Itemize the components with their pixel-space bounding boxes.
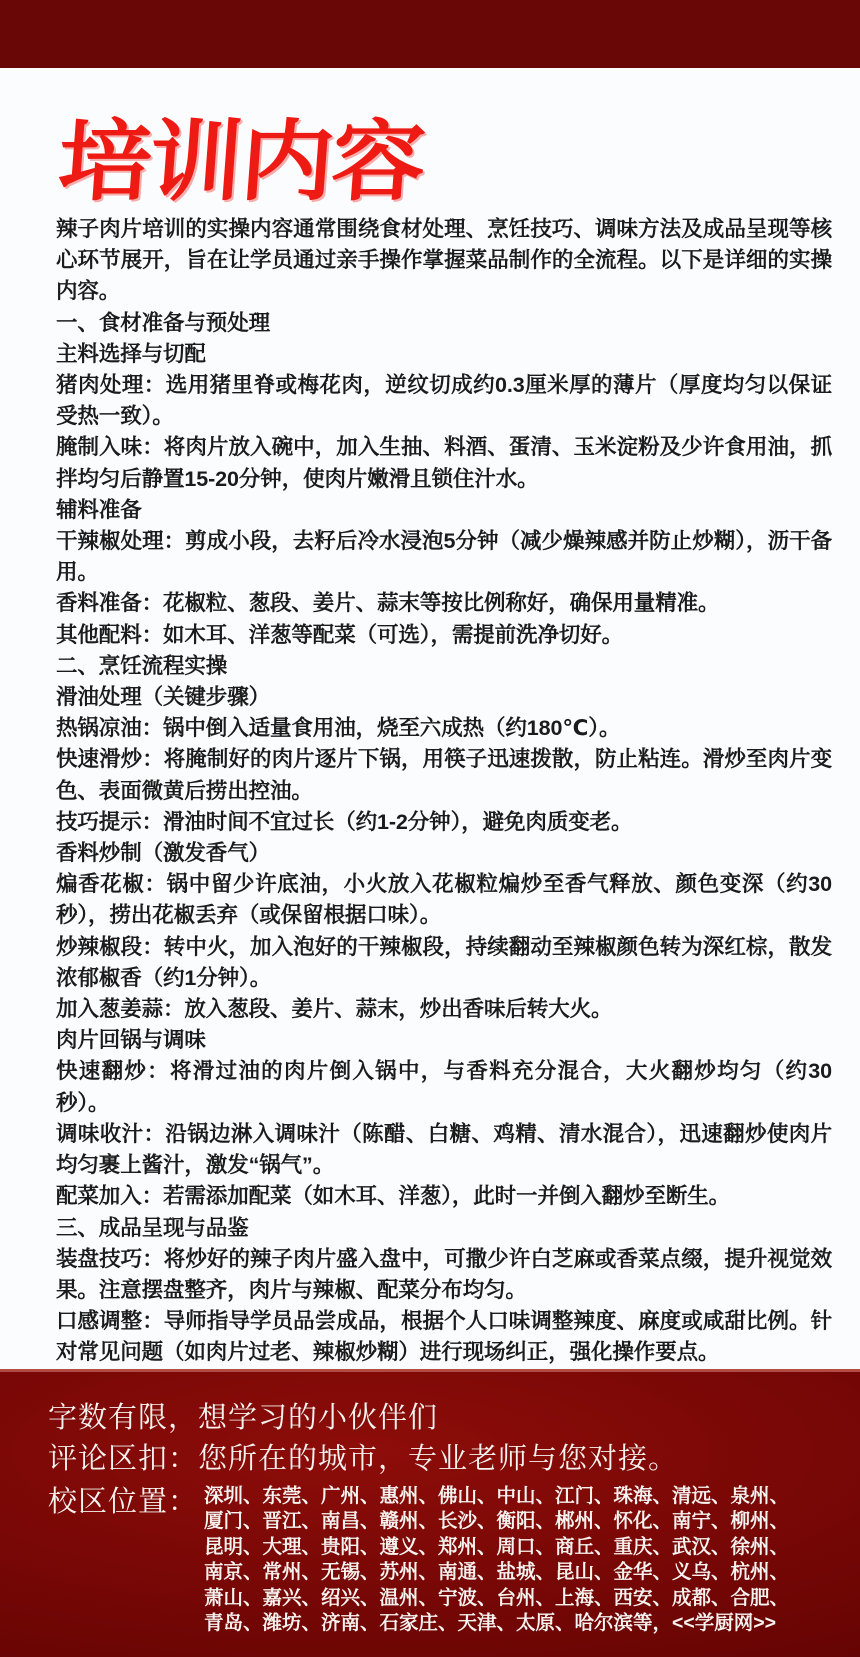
article-paragraph: 调味收汁：沿锅边淋入调味汁（陈醋、白糖、鸡精、清水混合），迅速翻炒使肉片均匀裹上酱汁，激发“锅气”。 [56,1121,832,1178]
campus-city-list [198,1484,860,1638]
title-container [0,68,860,213]
article-paragraph: 肉片回锅与调味 [56,1028,206,1053]
campus-city-row: 昆明、大理、贵阳、遵义、郑州、周口、商丘、重庆、武汉、徐州、 [204,1535,790,1558]
article-paragraph: 猪肉处理：选用猪里脊或梅花肉，逆纹切成约0.3厘米厚的薄片（厚度均匀以保证受热一致）。 [56,373,832,429]
article-paragraph: 干辣椒处理：剪成小段，去籽后冷水浸泡5分钟（减少燥辣感并防止炒糊），沥干备用。 [56,529,832,585]
article-paragraph: 配菜加入：若需添加配菜（如木耳、洋葱），此时一并倒入翻炒至断生。 [56,1184,731,1209]
campus-locations [48,1484,860,1638]
article-paragraph: 辅料准备 [56,497,142,522]
article-paragraph: 其他配料：如木耳、洋葱等配菜（可选），需提前洗净切好。 [56,622,624,647]
footer-contact-block [0,1372,860,1657]
page-title: 培训内容 [54,110,427,213]
article-paragraph: 炒辣椒段：转中火，加入泡好的干辣椒段，持续翻动至辣椒颜色转为深红棕，散发浓郁椒香（约1分钟）。 [56,934,832,990]
article-paragraph: 一、食材准备与预处理 [56,310,271,335]
campus-city-row: 青岛、潍坊、济南、石家庄、天津、太原、哈尔滨等，<<学厨网>> [204,1612,777,1635]
article-paragraph: 香料炒制（激发香气） [56,841,271,866]
article-paragraph: 腌制入味：将肉片放入碗中，加入生抽、料酒、蛋清、玉米淀粉及少许食用油，抓拌均匀后静置15-20分钟，使肉片嫩滑且锁住汁水。 [56,435,832,491]
content-area [0,68,860,1369]
footer-cta: 评论区扣：您所在的城市，专业老师与您对接。 [48,1442,679,1475]
campus-city-row: 萧山、嘉兴、绍兴、温州、宁波、台州、上海、西安、成都、合肥、 [204,1586,790,1609]
article-paragraph: 辣子肉片培训的实操内容通常围绕食材处理、烹饪技巧、调味方法及成品呈现等核心环节展开，旨在让学员通过亲手操作掌握菜品制作的全流程。以下是详细的实操内容。 [56,217,832,304]
top-accent-band [0,0,860,68]
article-paragraph: 香料准备：花椒粒、葱段、姜片、蒜末等按比例称好，确保用量精准。 [56,591,720,616]
campus-city-row: 厦门、晋江、南昌、赣州、长沙、衡阳、郴州、怀化、南宁、柳州、 [204,1510,790,1533]
footer-headline: 字数有限，想学习的小伙伴们 [48,1401,439,1434]
article-body [0,214,860,1369]
article-paragraph: 三、成品呈现与品鉴 [56,1215,249,1240]
article-paragraph: 口感调整：导师指导学员品尝成品，根据个人口味调整辣度、麻度或咸甜比例。针对常见问题（如肉片过老、辣椒炒糊）进行现场纠正，强化操作要点。 [56,1309,832,1365]
campus-city-row: 深圳、东莞、广州、惠州、佛山、中山、江门、珠海、清远、泉州、 [204,1484,790,1507]
article-paragraph: 主料选择与切配 [56,341,206,366]
article-paragraph: 快速翻炒：将滑过油的肉片倒入锅中，与香料充分混合，大火翻炒均匀（约30秒）。 [56,1059,832,1115]
article-paragraph: 技巧提示：滑油时间不宜过长（约1-2分钟），避免肉质变老。 [56,809,633,834]
campus-label: 校区位置： [48,1485,199,1518]
article-paragraph: 煸香花椒：锅中留少许底油，小火放入花椒粒煸炒至香气释放、颜色变深（约30秒），捞出花椒丢弃（或保留根据口味）。 [56,872,832,928]
article-paragraph: 加入葱姜蒜：放入葱段、姜片、蒜末，炒出香味后转大火。 [56,997,613,1022]
campus-city-row: 南京、常州、无锡、苏州、南通、盐城、昆山、金华、义乌、杭州、 [204,1561,790,1584]
article-paragraph: 快速滑炒：将腌制好的肉片逐片下锅，用筷子迅速拨散，防止粘连。滑炒至肉片变色、表面微黄后捞出控油。 [56,747,832,803]
article-paragraph: 热锅凉油：锅中倒入适量食用油，烧至六成热（约180℃）。 [56,716,621,741]
article-paragraph: 装盘技巧：将炒好的辣子肉片盛入盘中，可撒少许白芝麻或香菜点缀，提升视觉效果。注意摆盘整齐，肉片与辣椒、配菜分布均匀。 [56,1246,832,1302]
article-paragraph: 二、烹饪流程实操 [56,653,228,678]
article-paragraph: 滑油处理（关键步骤） [56,685,271,710]
